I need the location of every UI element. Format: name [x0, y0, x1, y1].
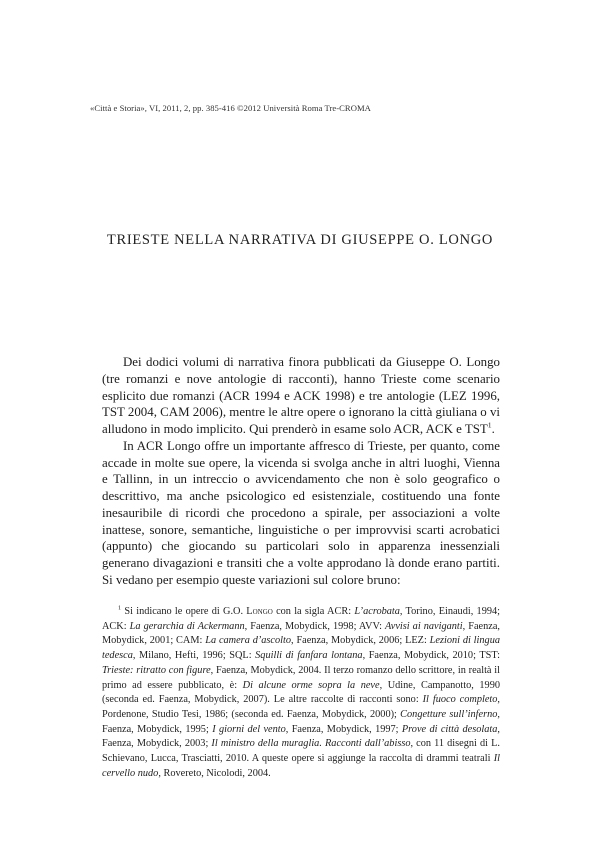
journal-citation-header: «Città e Storia», VI, 2011, 2, pp. 385-416 ©2012 Università Roma Tre-CROMA	[90, 103, 371, 113]
footnote-1	[102, 605, 500, 781]
fn-text: , Rovereto, Nicolodi, 2004.	[158, 767, 271, 779]
fn-work-title: Congetture sull’inferno	[400, 708, 498, 720]
article-body	[102, 354, 500, 589]
fn-work-title: Trieste: ritratto con figure	[102, 664, 211, 676]
fn-work-title: Squilli di fanfara lontana	[255, 650, 363, 662]
fn-text: , Faenza, Mobydick, 2001; CAM:	[102, 620, 500, 647]
fn-text: , Faenza, Mobydick, 2010; TST:	[362, 650, 500, 662]
footnote-reference[interactable]: 1	[487, 420, 492, 430]
paragraph-1-end: .	[491, 422, 495, 436]
fn-text: , Pordenone, Studio Tesi, 1986; (seconda ed. Faenza, Mobydick, 2000);	[102, 694, 500, 720]
fn-work-title: I giorni del vento	[212, 723, 286, 735]
fn-work-title: La camera d’ascolto	[205, 635, 292, 647]
fn-text: Si indicano le opere di G.O.	[124, 606, 247, 617]
fn-text: , Milano, Hefti, 1996; SQL:	[132, 650, 256, 662]
fn-text: , Faenza, Mobydick, 2003;	[102, 723, 500, 750]
fn-text: , Faenza, Mobydick, 2004. Il terzo romanzo dello scrittore, in realtà il primo ad essere pubblicato, è:	[102, 664, 501, 691]
footnotes	[102, 605, 500, 781]
article-title: TRIESTE NELLA NARRATIVA DI GIUSEPPE O. LONGO	[106, 232, 494, 248]
fn-author-name: Longo	[246, 606, 273, 617]
fn-text: , Torino, Einaudi, 1994; ACK:	[102, 606, 501, 632]
paragraph-1	[102, 354, 500, 438]
footnote-number: 1	[118, 604, 122, 612]
paragraph-2: In ACR Longo offre un importante affresco di Trieste, per quanto, come accade in molte sue opere, la vicenda si svolga anche in altri luoghi, Vienna e Tallinn, in un intreccio o avvicendamento che non è solo geografico o descrittivo, ma anche psicologico ed esistenziale, costituendo una fonte inesauribile di ricordi che procedono a spirale, per associazioni a volte inattese, sonore, semantiche, linguistiche o per improvvisi scarti acrobatici (appunto) che giocando su particolari solo in apparenza inessenziali generano divagazioni e transiti che a volte approdano là donde erano partiti. Si vedano per esempio queste variazioni sul colore bruno:	[102, 438, 500, 587]
fn-text: , Faenza, Mobydick, 2006; LEZ:	[291, 635, 430, 647]
fn-work-title: Il cervello nudo	[102, 753, 500, 779]
fn-work-title: Prove di città desolata	[401, 723, 498, 735]
fn-work-title: Lezioni di lingua tedesca	[102, 635, 501, 662]
fn-text: , Udine, Campanotto, 1990 (seconda ed. Faenza, Mobydick, 2007). Le altre raccolte di racconti sono:	[102, 679, 501, 706]
fn-text: , con 11 disegni di L. Schievano, Lucca, Trasciatti, 2010. A queste opere si aggiunge la raccolta di drammi teatrali	[102, 738, 500, 765]
paragraph-1-text: Dei dodici volumi di narrativa finora pubblicati da Giuseppe O. Longo (tre romanzi e nove antologie di racconti), hanno Trieste come scenario esplicito due romanzi (ACR 1994 e ACK 1998) e tre antologie (LEZ 1996, TST 2004, CAM 2006), mentre le altre opere o ignorano la città giuliana o vi alludono in modo implicito. Qui prenderò in esame solo ACR, ACK e TST	[102, 355, 500, 436]
fn-text: , Faenza, Mobydick, 1995;	[102, 708, 500, 735]
fn-work-title: Il ministro della muraglia. Racconti dall’abisso	[211, 738, 411, 750]
fn-text: con la sigla ACR:	[272, 606, 355, 617]
fn-work-title: Di alcune orme sopra la neve	[242, 679, 380, 691]
fn-text: , Faenza, Mobydick, 1998; AVV:	[244, 620, 386, 632]
fn-work-title: Il fuoco completo	[422, 694, 498, 706]
fn-text: , Faenza, Mobydick, 1997;	[285, 723, 402, 735]
fn-work-title: Avvisi ai naviganti	[385, 620, 463, 632]
fn-work-title: La gerarchia di Ackermann	[129, 620, 245, 632]
fn-work-title: L’acrobata	[354, 606, 400, 617]
